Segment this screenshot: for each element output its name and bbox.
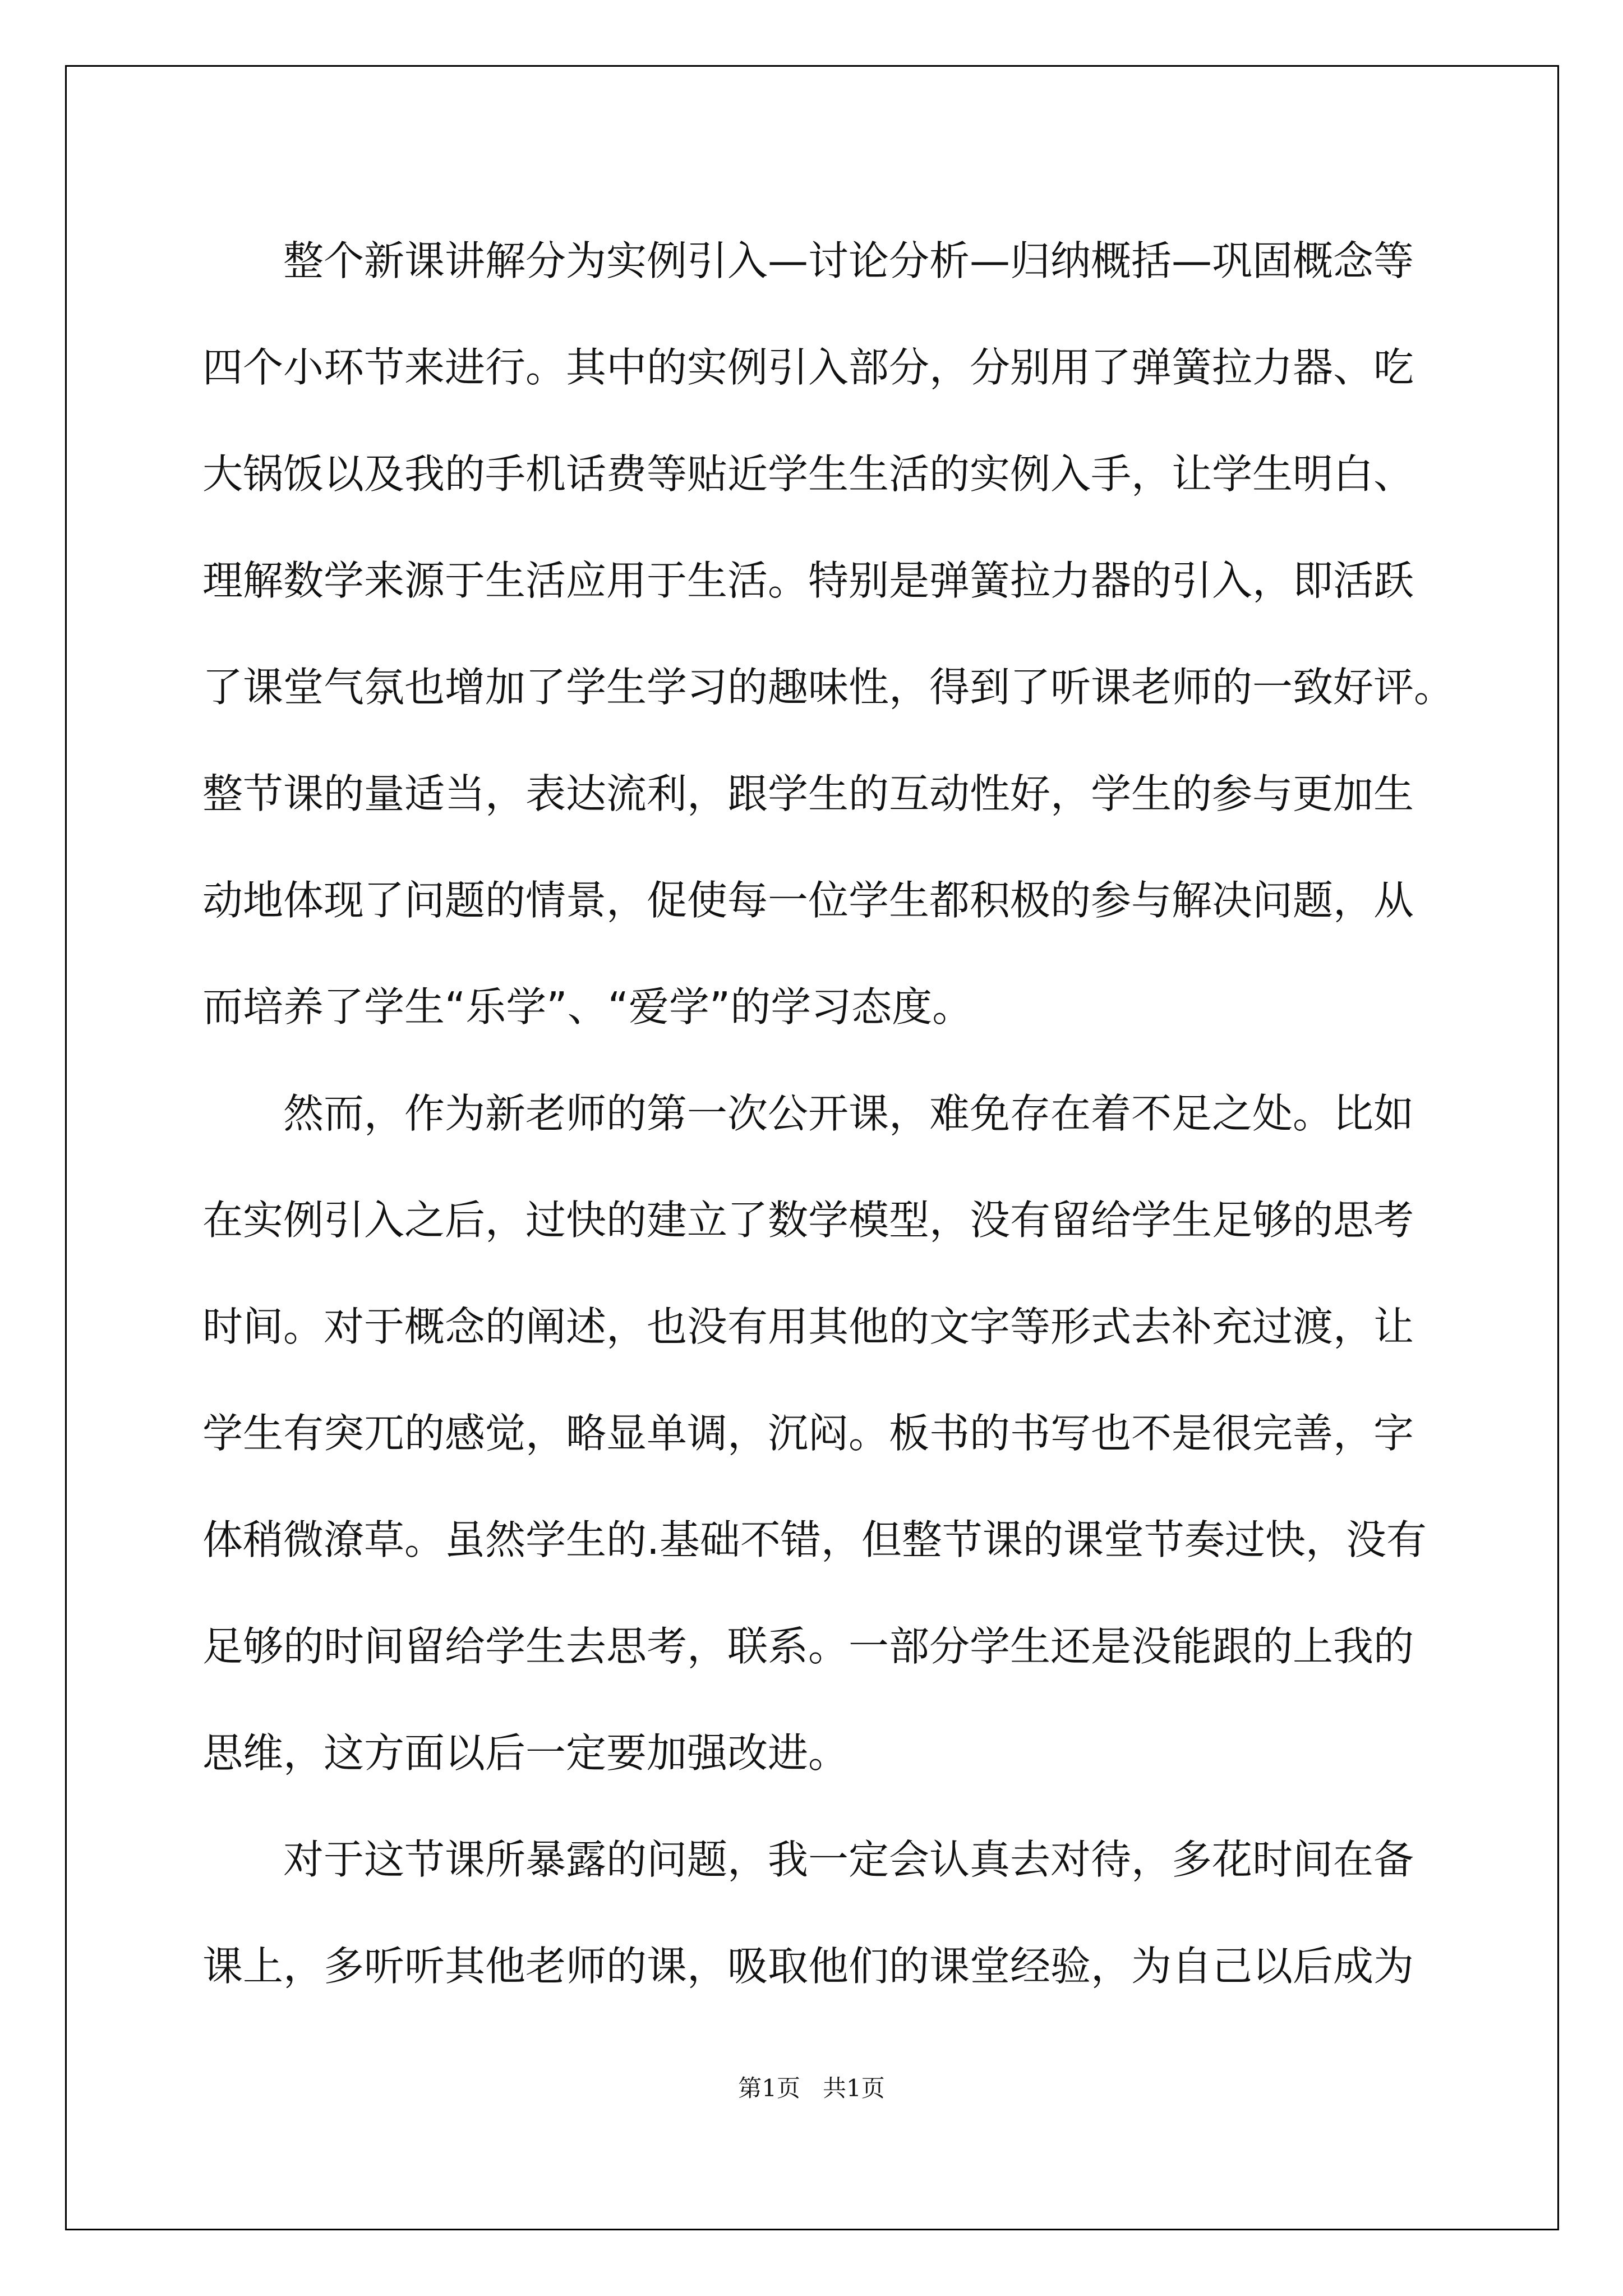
text-line: 对于这节课所暴露的问题，我一定会认真去对待，多花时间在备 xyxy=(283,1836,1414,1883)
text-line: 时间。对于概念的阐述，也没有用其他的文字等形式去补充过渡，让 xyxy=(202,1303,1414,1350)
text-line: 理解数学来源于生活应用于生活。特别是弹簧拉力器的引入，即活跃 xyxy=(202,557,1414,604)
document-body xyxy=(202,208,1455,2019)
text-line: 整个新课讲解分为实例引入—讨论分析—归纳概括—巩固概念等 xyxy=(283,237,1414,284)
text-line: 而培养了学生“乐学”、“爱学”的学习态度。 xyxy=(202,983,973,1030)
text-line: 了课堂气氛也增加了学生学习的趣味性，得到了听课老师的一致好评。 xyxy=(202,664,1455,711)
page-number-footer: 第1页 共1页 xyxy=(738,2074,885,2102)
text-line: 学生有突兀的感觉，略显单调，沉闷。板书的书写也不是很完善，字 xyxy=(202,1410,1414,1457)
text-line: 足够的时间留给学生去思考，联系。一部分学生还是没能跟的上我的 xyxy=(202,1623,1414,1670)
text-line: 大锅饭以及我的手机话费等贴近学生生活的实例入手，让学生明白、 xyxy=(202,450,1414,498)
text-line: 体稍微潦草。虽然学生的.基础不错，但整节课的课堂节奏过快，没有 xyxy=(202,1516,1427,1563)
text-line: 整节课的量适当，表达流利，跟学生的互动性好，学生的参与更加生 xyxy=(202,770,1414,817)
text-line: 四个小环节来进行。其中的实例引入部分，分别用了弹簧拉力器、吃 xyxy=(202,344,1414,391)
text-line: 课上，多听听其他老师的课，吸取他们的课堂经验，为自己以后成为 xyxy=(202,1943,1414,1990)
text-line: 然而，作为新老师的第一次公开课，难免存在着不足之处。比如 xyxy=(283,1090,1414,1137)
text-line: 在实例引入之后，过快的建立了数学模型，没有留给学生足够的思考 xyxy=(202,1197,1414,1244)
text-line: 动地体现了问题的情景，促使每一位学生都积极的参与解决问题，从 xyxy=(202,877,1414,924)
text-line: 思维，这方面以后一定要加强改进。 xyxy=(202,1729,849,1777)
